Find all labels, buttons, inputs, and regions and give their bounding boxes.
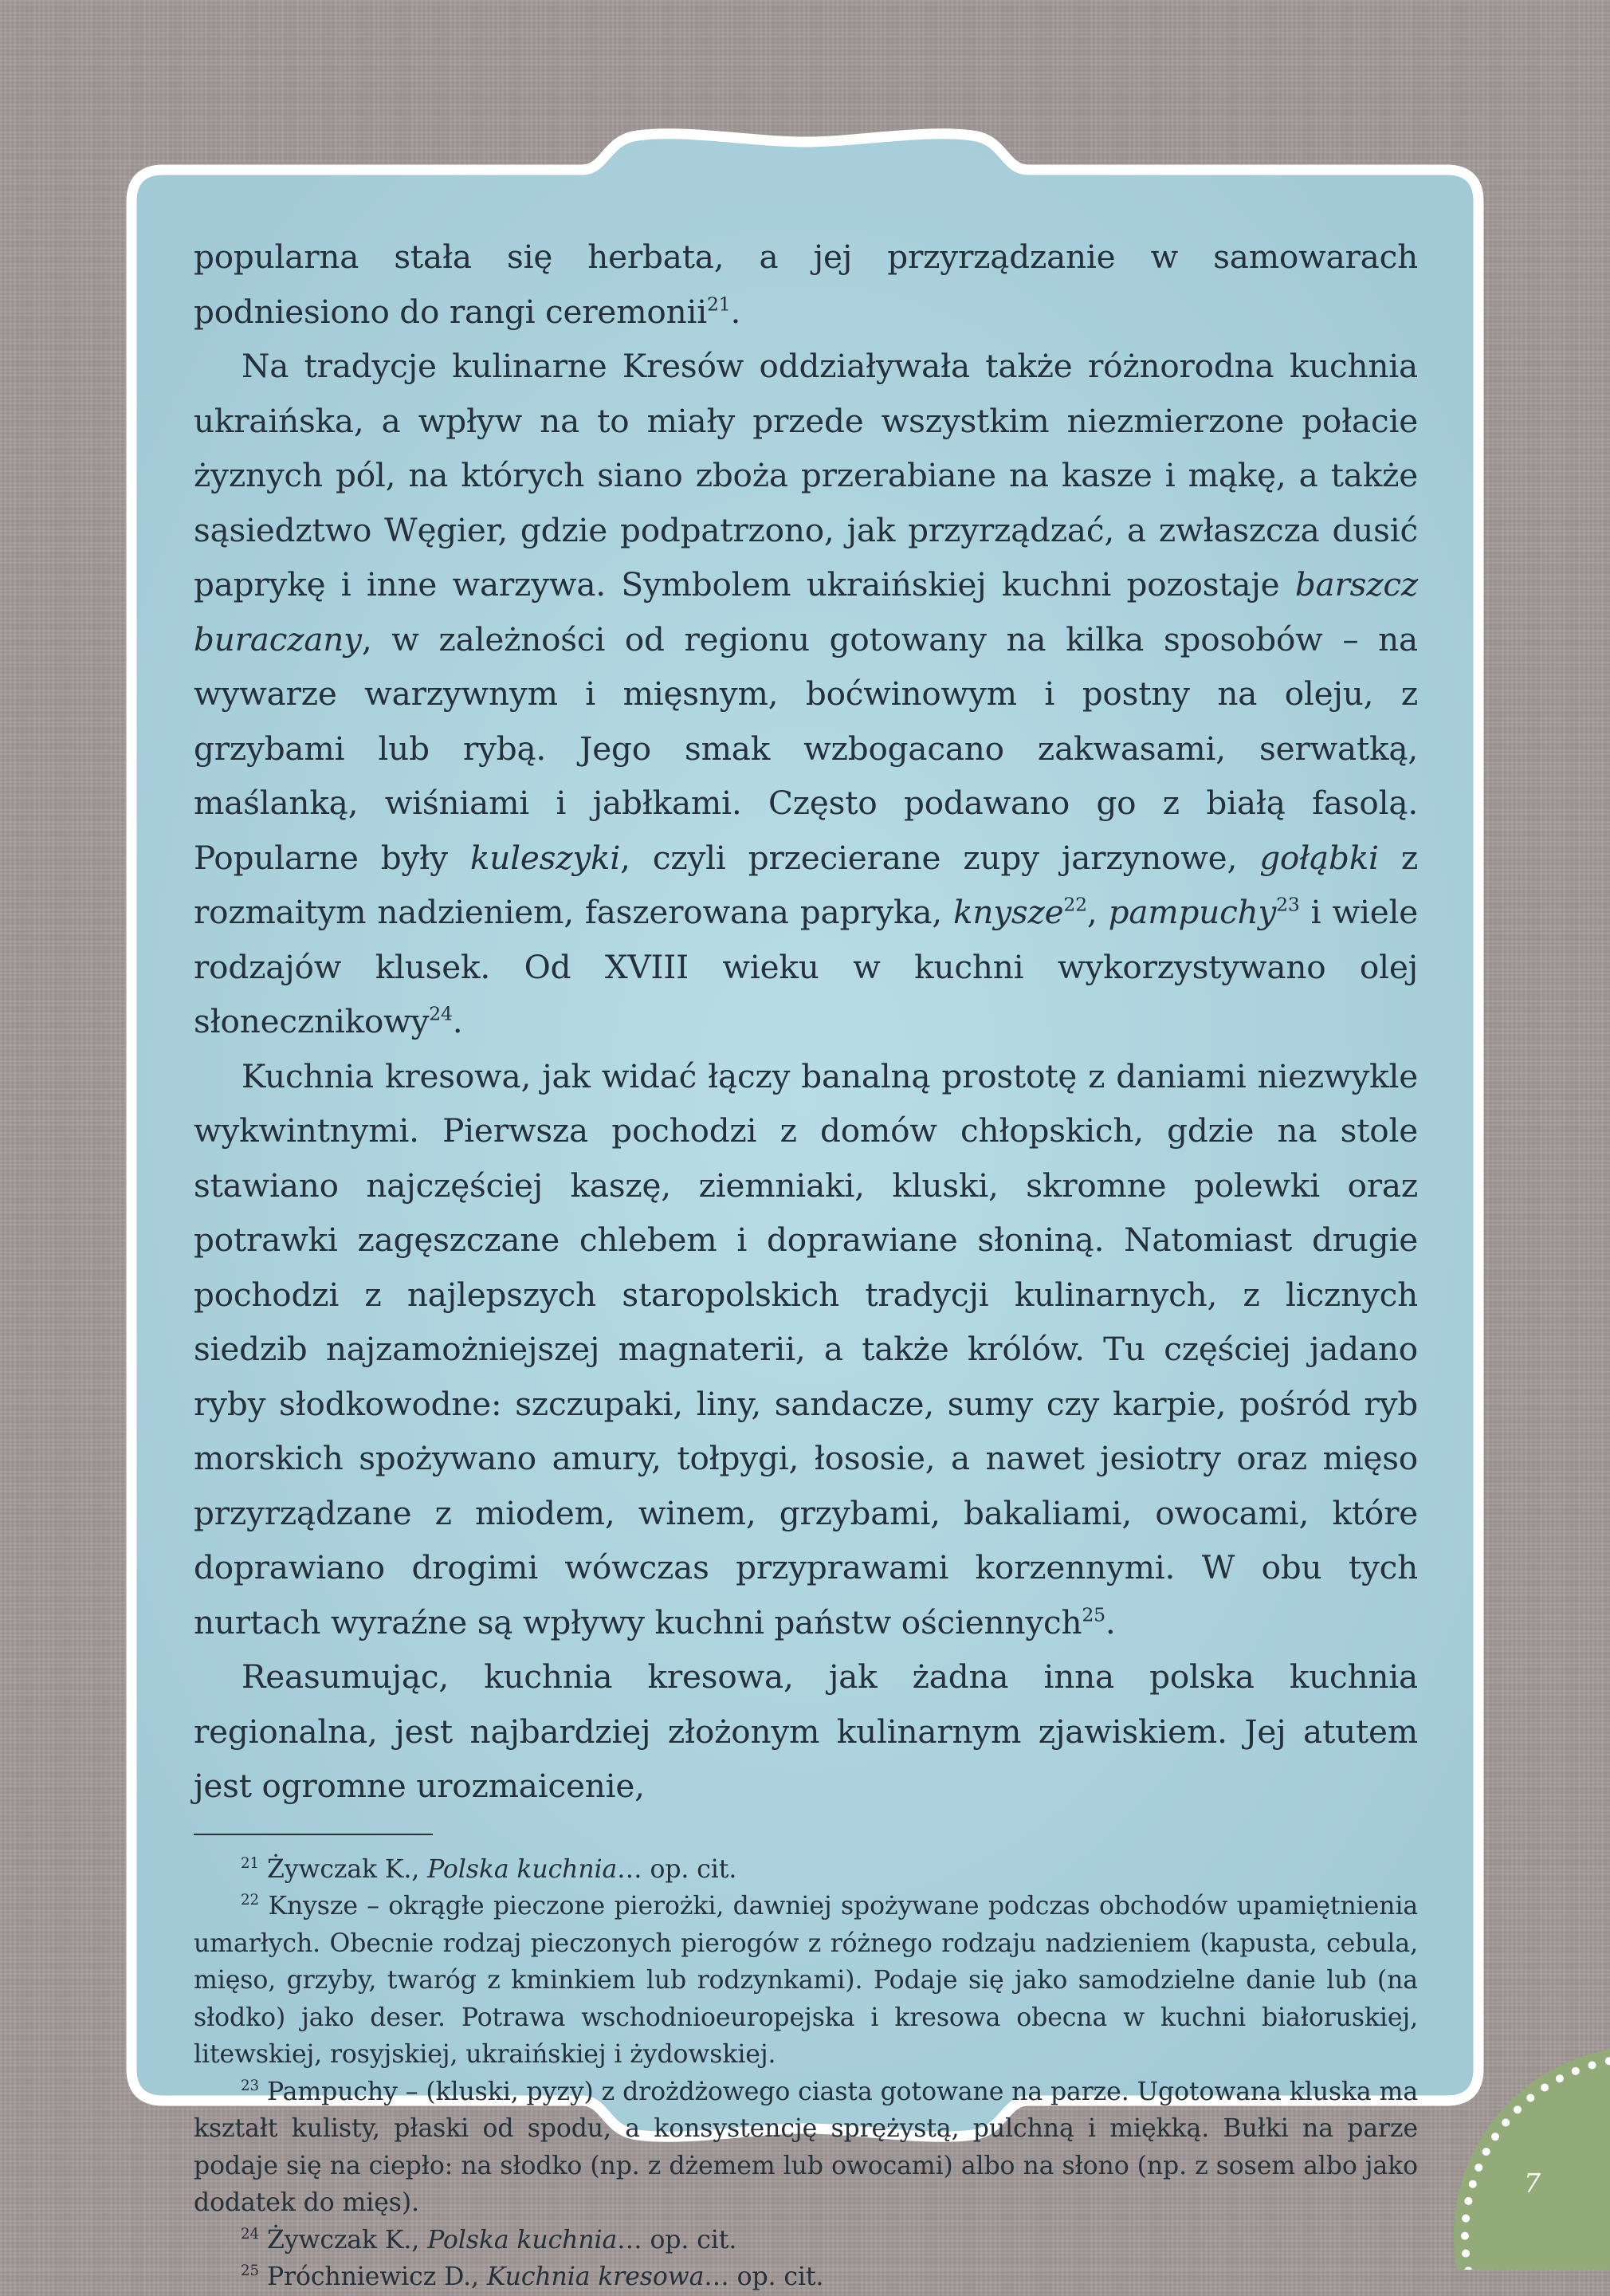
text-run: Reasumując, kuchnia kresowa, jak żadna inna polska kuchnia regionalna, jest najbardziej złożonym kulinarnym zjawiskiem. Jej atutem jest ogromne urozmaicenie, xyxy=(194,1657,1418,1805)
paragraph xyxy=(194,339,1418,1049)
footnote-text: Żywczak K., xyxy=(266,2225,428,2255)
footnote-text: Żywczak K., xyxy=(266,1854,428,1884)
footnote-number: 23 xyxy=(241,2077,260,2094)
footnote-divider xyxy=(194,1834,433,1835)
italic-term: knysze xyxy=(953,893,1064,931)
footnote-number: 22 xyxy=(241,1892,260,1909)
italic-term: gołąbki xyxy=(1259,838,1379,877)
text-run: i wiele rodzajów klusek. Od XVIII wieku w kuchni wykorzystywano olej słonecznikowy xyxy=(194,893,1418,1040)
footnote-title: Polska kuchnia xyxy=(427,1854,618,1884)
body-text xyxy=(194,230,1418,1814)
footnote-25 xyxy=(194,2259,1418,2296)
footnote-24 xyxy=(194,2222,1418,2259)
footnote-number: 21 xyxy=(241,1854,260,1872)
text-run: z rozmaitym nadzieniem, faszerowana papryka, xyxy=(194,838,1419,931)
text-run: , czyli przecierane zupy jarzynowe, xyxy=(620,838,1260,877)
footnote-text: Knysze – okrągłe pieczone pierożki, dawniej spożywane podczas obchodów upamiętnienia umarłych. Obecnie rodzaj pieczonych pierogów z różnego rodzaju nadzieniem (kapusta, cebula, mięso, grzyby, twaróg z kminkiem lub rodzynkami). Podaje się jako samodzielne danie lub (na słodko) jako deser. Potrawa wschodnioeuropejska i kresowa obecna w kuchni białoruskiej, litewskiej, rosyjskiej, ukraińskiej i żydowskiej. xyxy=(194,1892,1418,2069)
footnote-title: Polska kuchnia xyxy=(427,2225,618,2255)
italic-term: kuleszyki xyxy=(469,838,621,877)
page-number: 7 xyxy=(1524,2168,1541,2199)
text-run: popularna stała się herbata, a jej przyrządzanie w samowarach podniesiono do rangi ceremonii xyxy=(194,238,1418,331)
footnotes xyxy=(194,1851,1418,2296)
italic-term: pampuchy xyxy=(1108,893,1277,931)
footnote-23 xyxy=(194,2074,1418,2222)
footnote-22 xyxy=(194,1888,1418,2074)
footnote-21 xyxy=(194,1851,1418,1889)
footnote-ref-23[interactable]: 23 xyxy=(1276,893,1300,916)
footnote-text: … op. cit. xyxy=(617,1854,737,1884)
footnote-number: 25 xyxy=(241,2263,260,2280)
footnote-text: Pampuchy – (kluski, pyzy) z drożdżowego ciasta gotowane na parze. Ugotowana kluska ma kształt kulisty, płaski od spodu, a konsystencję sprężystą, pulchną i miękką. Bułki na parze podaje się na ciepło: na słodko (np. z dżemem lub owocami) albo na słono (np. z sosem albo jako dodatek do mięs). xyxy=(194,2077,1418,2217)
footnote-ref-24[interactable]: 24 xyxy=(429,1002,453,1025)
paragraph xyxy=(194,230,1418,339)
footnote-text: … op. cit. xyxy=(617,2225,737,2255)
text-run: . xyxy=(1105,1602,1116,1641)
footnote-title: Kuchnia kresowa xyxy=(486,2263,705,2291)
footnote-ref-25[interactable]: 25 xyxy=(1082,1603,1105,1626)
text-run: . xyxy=(730,292,741,331)
text-run: Na tradycje kulinarne Kresów oddziaływała także różnorodna kuchnia ukraińska, a wpływ na to miały przede wszystkim niezmierzone połacie żyznych pól, na których siano zboża przerabiane na kasze i mąkę, a także sąsiedztwo Węgier, gdzie podpatrzono, jak przyrządzać, a zwłaszcza dusić paprykę i inne warzywa. Symbolem ukraińskiej kuchni pozostaje xyxy=(194,347,1418,603)
text-run: , xyxy=(1086,893,1109,931)
footnote-text: Próchniewicz D., xyxy=(266,2263,487,2291)
text-run: Kuchnia kresowa, jak widać łączy banalną prostotę z daniami niezwykle wykwintnymi. Pierwsza pochodzi z domów chłopskich, gdzie na stole stawiano najczęściej kaszę, ziemniaki, kluski, skromne polewki oraz potrawki zagęszczane chlebem i doprawiane słoniną. Natomiast drugie pochodzi z najlepszych staropolskich tradycji kulinarnych, z licznych siedzib najzamożniejszej magnaterii, a także królów. Tu częściej jadano ryby słodkowodne: szczupaki, liny, sandacze, sumy czy karpie, pośród ryb morskich spożywano amury, tołpygi, łososie, a nawet jesiotry oraz mięso przyrządzane z miodem, winem, grzybami, bakaliami, owocami, które doprawiano drogimi wówczas przyprawami korzennymi. W obu tych nurtach wyraźne są wpływy kuchni państw ościennych xyxy=(194,1056,1418,1641)
footnote-ref-21[interactable]: 21 xyxy=(706,293,731,316)
footnote-ref-22[interactable]: 22 xyxy=(1063,893,1087,916)
text-run: , w zależności od regionu gotowany na kilka sposobów – na wywarze warzywnym i mięsnym, boćwinowym i postny na oleju, z grzybami lub rybą. Jego smak wzbogacano zakwasami, serwatką, maślanką, wiśniami i jabłkami. Często podawano go z białą fasolą. Popularne były xyxy=(194,619,1418,877)
page-content xyxy=(194,230,1418,2296)
footnote-text: … op. cit. xyxy=(704,2263,824,2291)
paragraph xyxy=(194,1049,1418,1650)
footnote-number: 24 xyxy=(241,2225,260,2243)
paragraph xyxy=(194,1649,1418,1814)
text-run: . xyxy=(452,1002,463,1040)
italic-term: barszcz buraczany xyxy=(194,565,1418,659)
